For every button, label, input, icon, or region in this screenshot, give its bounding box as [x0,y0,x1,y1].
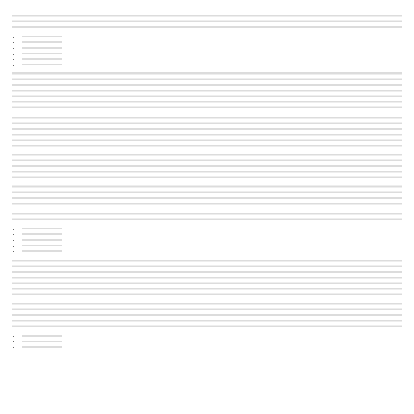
paragraph [12,211,402,222]
paragraph [12,258,402,297]
paragraph [12,152,402,180]
bullet-list [12,333,402,350]
bullet-list [12,34,402,68]
list-item [22,62,402,68]
paragraph [12,115,402,149]
list-item [22,344,402,350]
bullet-list [12,226,402,254]
list-item [22,248,402,254]
paragraph [12,13,402,30]
paragraph [12,301,402,329]
paragraph [12,184,402,206]
paragraph [12,71,402,110]
